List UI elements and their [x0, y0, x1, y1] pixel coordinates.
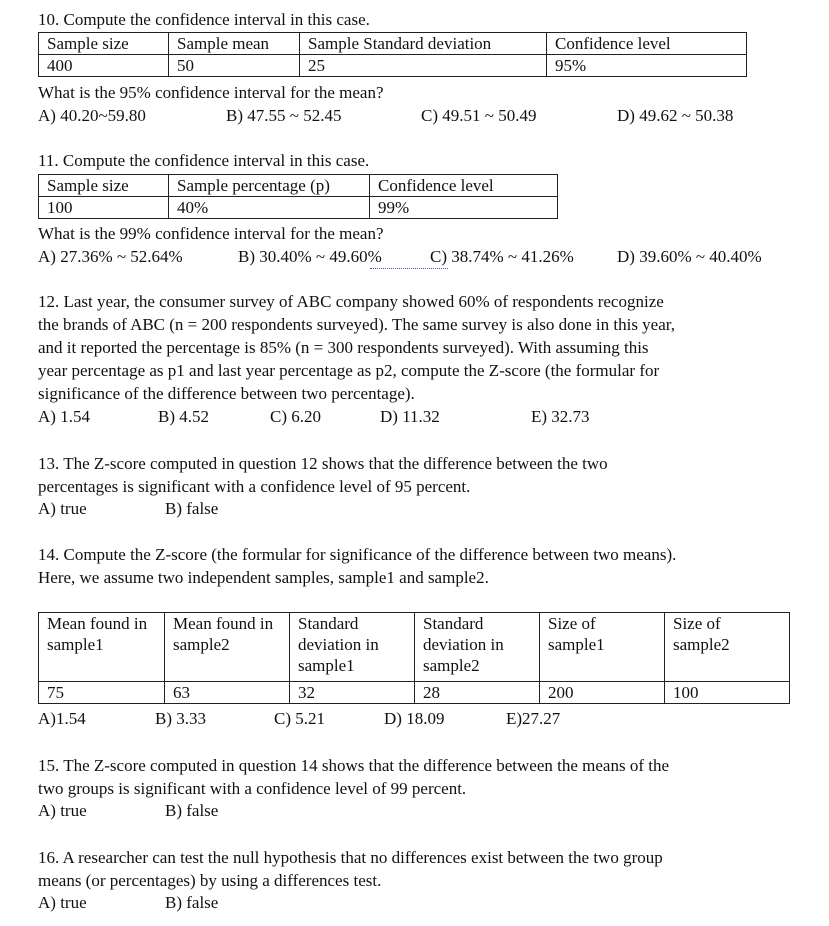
q11-value-cell: 40%	[169, 197, 370, 219]
q14-value-cell: 100	[665, 682, 790, 704]
q13-line: percentages is significant with a confidence level of 95 percent.	[38, 477, 471, 496]
q13-option-b: B) false	[165, 499, 219, 518]
q14-line: 14. Compute the Z-score (the formular for significance of the difference between two means).	[38, 545, 677, 564]
table-row	[39, 197, 558, 219]
q14-header-cell: Size of sample1	[540, 613, 665, 682]
q14-value-cell: 32	[290, 682, 415, 704]
q10-value-cell: 50	[169, 55, 300, 77]
q12-option-d: D) 11.32	[380, 407, 440, 426]
q14-option-b: B) 3.33	[155, 709, 206, 728]
q12-line: and it reported the percentage is 85% (n = 300 respondents surveyed). With assuming this	[38, 338, 649, 357]
q14-header-cell: Size of sample2	[665, 613, 790, 682]
q12-line: the brands of ABC (n = 200 respondents surveyed). The same survey is also done in this year,	[38, 315, 676, 334]
q12-option-b: B) 4.52	[158, 407, 209, 426]
q10-header-cell: Sample mean	[169, 33, 300, 55]
q14-value-cell: 63	[165, 682, 290, 704]
q15-line: two groups is significant with a confidence level of 99 percent.	[38, 779, 467, 798]
table-row	[39, 613, 790, 682]
q15-option-a: A) true	[38, 801, 87, 820]
q12-line: significance of the difference between two percentage).	[38, 384, 415, 403]
q11-header-cell: Sample size	[39, 175, 169, 197]
q12-option-c: C) 6.20	[270, 407, 321, 426]
q13-option-a: A) true	[38, 499, 87, 518]
q12-option-a: A) 1.54	[38, 407, 90, 426]
q14-header-cell: Mean found in sample2	[165, 613, 290, 682]
q14-value-cell: 75	[39, 682, 165, 704]
q10-question: What is the 95% confidence interval for the mean?	[38, 83, 384, 102]
q14-value-cell: 200	[540, 682, 665, 704]
q14-text	[38, 543, 798, 589]
q15-option-b: B) false	[165, 801, 219, 820]
q10-header-cell: Sample Standard deviation	[300, 33, 547, 55]
q14-option-d: D) 18.09	[384, 709, 445, 728]
q15-line: 15. The Z-score computed in question 14 shows that the difference between the means of the	[38, 756, 670, 775]
q14-header-cell: Standard deviation in sample2	[415, 613, 540, 682]
q10-option-a: A) 40.20~59.80	[38, 106, 146, 125]
q10-table	[38, 32, 747, 77]
q14-value-cell: 28	[415, 682, 540, 704]
q12-option-e: E) 32.73	[531, 407, 590, 426]
q11-title: 11. Compute the confidence interval in this case.	[38, 151, 370, 170]
table-row	[39, 682, 790, 704]
q10-value-cell: 95%	[547, 55, 747, 77]
q11-option-c: C) 38.74% ~ 41.26%	[430, 247, 574, 266]
q14-header-cell: Standard deviation in sample1	[290, 613, 415, 682]
grammar-underline	[370, 264, 448, 269]
table-row	[39, 55, 747, 77]
q11-value-cell: 100	[39, 197, 169, 219]
q14-option-e: E)27.27	[506, 709, 561, 728]
q16-option-a: A) true	[38, 893, 87, 912]
q10-option-c: C) 49.51 ~ 50.49	[421, 106, 537, 125]
q10-value-cell: 25	[300, 55, 547, 77]
q16-option-b: B) false	[165, 893, 219, 912]
q16-text	[38, 846, 798, 892]
q10-title: 10. Compute the confidence interval in this case.	[38, 10, 370, 29]
q11-header-cell: Sample percentage (p)	[169, 175, 370, 197]
q14-option-c: C) 5.21	[274, 709, 325, 728]
q11-header-cell: Confidence level	[370, 175, 558, 197]
q10-option-b: B) 47.55 ~ 52.45	[226, 106, 342, 125]
q13-line: 13. The Z-score computed in question 12 shows that the difference between the two	[38, 454, 608, 473]
q14-line: Here, we assume two independent samples, sample1 and sample2.	[38, 568, 489, 587]
q11-option-a: A) 27.36% ~ 52.64%	[38, 247, 183, 266]
q10-header-cell: Confidence level	[547, 33, 747, 55]
q11-option-d: D) 39.60% ~ 40.40%	[617, 247, 762, 266]
q10-value-cell: 400	[39, 55, 169, 77]
table-row	[39, 175, 558, 197]
q11-question: What is the 99% confidence interval for the mean?	[38, 224, 384, 243]
q16-line: means (or percentages) by using a differences test.	[38, 871, 382, 890]
q11-value-cell: 99%	[370, 197, 558, 219]
q14-option-a: A)1.54	[38, 709, 86, 728]
table-row	[39, 33, 747, 55]
q15-text	[38, 754, 798, 800]
q12-line: year percentage as p1 and last year percentage as p2, compute the Z-score (the formular for	[38, 361, 660, 380]
q10-option-d: D) 49.62 ~ 50.38	[617, 106, 734, 125]
q16-line: 16. A researcher can test the null hypothesis that no differences exist between the two group	[38, 848, 663, 867]
q13-text	[38, 452, 798, 498]
q12-line: 12. Last year, the consumer survey of ABC company showed 60% of respondents recognize	[38, 292, 664, 311]
q11-option-b: B) 30.40% ~ 49.60%	[238, 247, 382, 266]
q12-text	[38, 290, 798, 405]
q14-header-cell: Mean found in sample1	[39, 613, 165, 682]
q11-table	[38, 174, 558, 219]
q14-table	[38, 612, 790, 704]
q10-header-cell: Sample size	[39, 33, 169, 55]
